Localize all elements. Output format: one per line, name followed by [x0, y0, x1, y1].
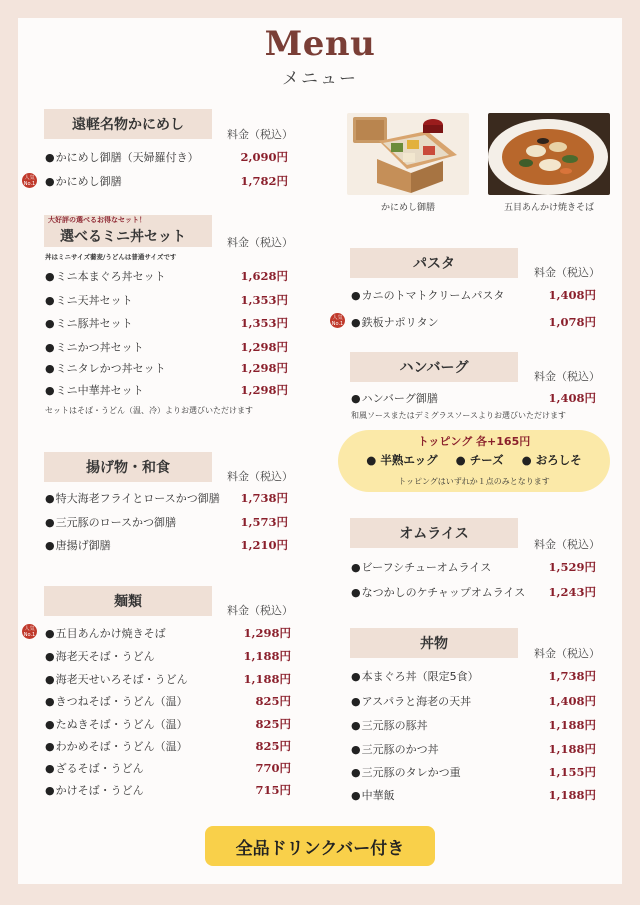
item-name: ミニ豚丼セット — [55, 317, 133, 330]
item-price: 1,188円 — [548, 718, 596, 732]
item-price: 1,782円 — [240, 174, 288, 188]
item-name: ハンバーグ御膳 — [361, 392, 438, 405]
price-header: 料金（税込） — [534, 370, 600, 383]
section-heading-agemono: 揚げ物・和食 — [44, 452, 212, 482]
menu-item: ●ミニタレかつ丼セット — [45, 362, 166, 375]
menu-item: ●ミニ中華丼セット — [45, 384, 144, 397]
topping-option: ● チーズ — [455, 453, 504, 467]
menu-item: ●特大海老フライとロースかつ御膳 — [45, 492, 220, 505]
item-name: 三元豚のかつ丼 — [361, 743, 439, 756]
item-name: ミニ中華丼セット — [55, 384, 144, 397]
sauce-note: 和風ソースまたはデミグラスソースよりお選びいただけます — [351, 411, 566, 420]
popular-badge: 人気 No.1 — [23, 626, 36, 638]
item-price: 1,408円 — [548, 391, 596, 405]
item-name: 本まぐろ丼（限定5食） — [361, 670, 479, 683]
menu-item: ●本まぐろ丼（限定5食） — [351, 670, 479, 683]
item-name: 五目あんかけ焼きそば — [55, 627, 166, 640]
size-note: 丼はミニサイズ蕎麦/うどんは普通サイズです — [45, 253, 177, 261]
menu-item: ●ビーフシチューオムライス — [351, 561, 492, 574]
item-price: 1,408円 — [548, 694, 596, 708]
menu-item: ●三元豚の豚丼 — [351, 719, 428, 732]
item-name: 三元豚のロースかつ御膳 — [55, 516, 177, 529]
menu-item: ●ミニかつ丼セット — [45, 341, 144, 354]
item-price: 715円 — [255, 783, 291, 797]
menu-item: ●ミニ天丼セット — [45, 294, 133, 307]
topping-note: トッピングはいずれか１点のみとなります — [398, 477, 550, 486]
ankake-yakisoba-illustration — [488, 113, 610, 195]
menu-item: ●カニのトマトクリームパスタ — [351, 289, 505, 302]
minidon-heading: 選べるミニ丼セット — [60, 229, 186, 245]
item-name: なつかしのケチャップオムライス — [361, 586, 526, 599]
item-price: 825円 — [255, 739, 291, 753]
topping-options — [338, 452, 610, 468]
menu-item: ●三元豚のかつ丼 — [351, 743, 439, 756]
item-name: 唐揚げ御膳 — [55, 539, 111, 552]
item-price: 1,738円 — [240, 491, 288, 505]
section-heading-omurice: オムライス — [350, 518, 518, 548]
item-price: 1,078円 — [548, 315, 596, 329]
menu-item: ●五目あんかけ焼きそば — [45, 627, 166, 640]
menu-item: ●中華飯 — [351, 789, 395, 802]
menu-item: ●ミニ本まぐろ丼セット — [45, 270, 166, 283]
menu-item: ●海老天そば・うどん — [45, 650, 155, 663]
menu-item: ●きつねそば・うどん（温） — [45, 695, 188, 708]
item-name: 鉄板ナポリタン — [361, 316, 439, 329]
menu-item: ●三元豚のタレかつ重 — [351, 766, 461, 779]
item-price: 770円 — [255, 761, 291, 775]
item-name: アスパラと海老の天丼 — [361, 695, 472, 708]
item-name: ビーフシチューオムライス — [361, 561, 492, 574]
popular-badge: 人気 No.1 — [23, 175, 36, 187]
topping-option: ● おろしそ — [521, 453, 582, 467]
item-name: ミニかつ丼セット — [55, 341, 144, 354]
price-header: 料金（税込） — [534, 538, 600, 551]
menu-item: ●かにめし御膳（天婦羅付き） — [45, 151, 199, 164]
topping-box — [338, 430, 610, 492]
price-header: 料金（税込） — [534, 266, 600, 279]
menu-item: ●アスパラと海老の天丼 — [351, 695, 472, 708]
menu-item: ●なつかしのケチャップオムライス — [351, 586, 526, 599]
price-header: 料金（税込） — [534, 647, 600, 660]
item-name: わかめそば・うどん（温） — [55, 740, 188, 753]
menu-item: ●かにめし御膳 — [45, 175, 122, 188]
photo-caption: 五目あんかけ焼きそば — [503, 203, 594, 213]
item-name: ミニタレかつ丼セット — [55, 362, 166, 375]
topping-title: トッピング 各+165円 — [417, 435, 531, 448]
menu-item: ●ざるそば・うどん — [45, 762, 144, 775]
section-heading-hamburg: ハンバーグ — [350, 352, 518, 382]
section-heading-minidon — [44, 215, 212, 247]
menu-item: ●海老天せいろそば・うどん — [45, 673, 188, 686]
item-price: 1,243円 — [548, 585, 596, 599]
item-price: 1,353円 — [240, 293, 288, 307]
item-price: 1,188円 — [243, 672, 291, 686]
item-name: かにめし御膳 — [55, 175, 122, 188]
item-name: 中華飯 — [361, 789, 395, 802]
topping-option: ● 半熟エッグ — [366, 453, 438, 467]
popular-badge: 人気 No.1 — [331, 315, 344, 327]
item-price: 1,573円 — [240, 515, 288, 529]
item-price: 1,210円 — [240, 538, 288, 552]
item-name: 海老天せいろそば・うどん — [55, 673, 188, 686]
page-subtitle: メニュー — [282, 69, 358, 89]
section-heading-kanimeshi: 遠軽名物かにめし — [44, 109, 212, 139]
item-price: 1,353円 — [240, 316, 288, 330]
item-name: たぬきそば・うどん（温） — [55, 718, 188, 731]
item-name: 三元豚の豚丼 — [361, 719, 428, 732]
price-header: 料金（税込） — [227, 128, 293, 141]
menu-item: ●わかめそば・うどん（温） — [45, 740, 188, 753]
kanimeshi-gozen-photo — [347, 113, 469, 195]
item-price: 825円 — [255, 694, 291, 708]
menu-item: ●ハンバーグ御膳 — [351, 392, 438, 405]
item-price: 2,090円 — [240, 150, 288, 164]
price-header: 料金（税込） — [227, 236, 293, 249]
set-footer-note: セットはそば・うどん（温、冷）よりお選びいただけます — [45, 406, 253, 415]
section-heading-pasta: パスタ — [350, 248, 518, 278]
kanimeshi-gozen-illustration — [347, 113, 469, 195]
item-name: 三元豚のタレかつ重 — [361, 766, 461, 779]
item-name: 特大海老フライとロースかつ御膳 — [55, 492, 220, 505]
item-name: 海老天そば・うどん — [55, 650, 155, 663]
item-name: カニのトマトクリームパスタ — [361, 289, 505, 302]
item-price: 1,188円 — [548, 742, 596, 756]
item-name: ミニ本まぐろ丼セット — [55, 270, 166, 283]
menu-item: ●かけそば・うどん — [45, 784, 144, 797]
minidon-tagline: 大好評の選べるお得なセット！ — [48, 216, 146, 224]
item-price: 1,738円 — [548, 669, 596, 683]
menu-item: ●ミニ豚丼セット — [45, 317, 133, 330]
item-price: 1,408円 — [548, 288, 596, 302]
item-price: 1,529円 — [548, 560, 596, 574]
item-name: きつねそば・うどん（温） — [55, 695, 188, 708]
item-name: ざるそば・うどん — [55, 762, 144, 775]
drink-bar-banner: 全品ドリンクバー付き — [205, 826, 435, 866]
menu-item: ●三元豚のロースかつ御膳 — [45, 516, 177, 529]
item-price: 1,628円 — [240, 269, 288, 283]
item-price: 1,188円 — [548, 788, 596, 802]
photo-caption: かにめし御膳 — [380, 203, 435, 213]
price-header: 料金（税込） — [227, 604, 293, 617]
item-name: かにめし御膳（天婦羅付き） — [55, 151, 199, 164]
item-name: ミニ天丼セット — [55, 294, 133, 307]
section-heading-menrui: 麺類 — [44, 586, 212, 616]
item-price: 1,298円 — [240, 383, 288, 397]
item-price: 825円 — [255, 717, 291, 731]
item-price: 1,298円 — [240, 361, 288, 375]
item-price: 1,188円 — [243, 649, 291, 663]
menu-item: ●鉄板ナポリタン — [351, 316, 439, 329]
section-heading-donburi: 丼物 — [350, 628, 518, 658]
item-name: かけそば・うどん — [55, 784, 144, 797]
price-header: 料金（税込） — [227, 470, 293, 483]
item-price: 1,298円 — [243, 626, 291, 640]
menu-item: ●たぬきそば・うどん（温） — [45, 718, 188, 731]
item-price: 1,155円 — [548, 765, 596, 779]
page-title: Menu — [264, 24, 376, 64]
menu-item: ●唐揚げ御膳 — [45, 539, 111, 552]
ankake-yakisoba-photo — [488, 113, 610, 195]
item-price: 1,298円 — [240, 340, 288, 354]
